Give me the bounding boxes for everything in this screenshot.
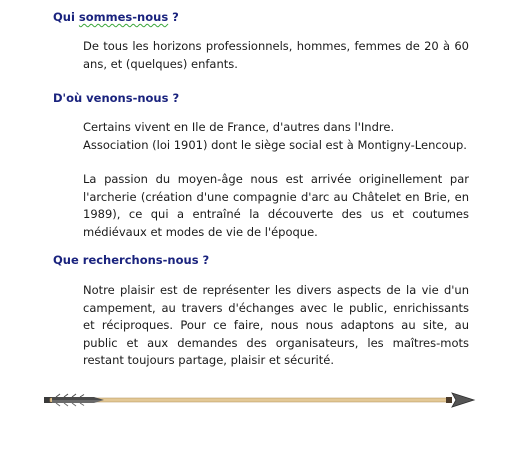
paragraph: Notre plaisir est de représenter les divers aspects de la vie d'un campement, au travers d'échanges avec le public, enrichissants et réciproques. Pour ce faire, nous nous adaptons au site, au public et aux demandes des organisateurs, les maîtres-mots restant toujours partage, plaisir et sécurité. <box>83 283 469 367</box>
arrow-divider-icon <box>42 385 482 415</box>
arrowhead <box>452 393 474 407</box>
section-2-body <box>83 119 469 241</box>
paragraph: De tous les horizons professionnels, hommes, femmes de 20 à 60 ans, et (quelques) enfants. <box>83 39 469 71</box>
heading-d-ou-venons-nous: D'où venons-nous ? <box>53 91 180 105</box>
arrow-shaft <box>50 398 450 402</box>
heading-qui-sommes-nous: Qui sommes-nous ? <box>53 10 179 24</box>
section-3-body <box>83 282 469 370</box>
text-line: Association (loi 1901) dont le siège social est à Montigny-Lencoup. <box>83 137 467 152</box>
spellcheck-underlined-word: sommes-nous <box>78 10 169 24</box>
text-line: Certains vivent en Ile de France, d'autres dans l'Indre. <box>83 120 395 134</box>
heading-que-recherchons-nous: Que recherchons-nous ? <box>53 253 210 267</box>
section-1-body <box>83 38 469 73</box>
arrow-binding <box>446 397 452 403</box>
arrow-fletching <box>52 394 104 406</box>
paragraph: La passion du moyen-âge nous est arrivée originellement par l'archerie (création d'une compagnie d'arc au Châtelet en Brie, en 1989), ce qui a entraîné la découverte des us et coutumes médiévaux et modes de vie de l'époque. <box>83 172 469 239</box>
